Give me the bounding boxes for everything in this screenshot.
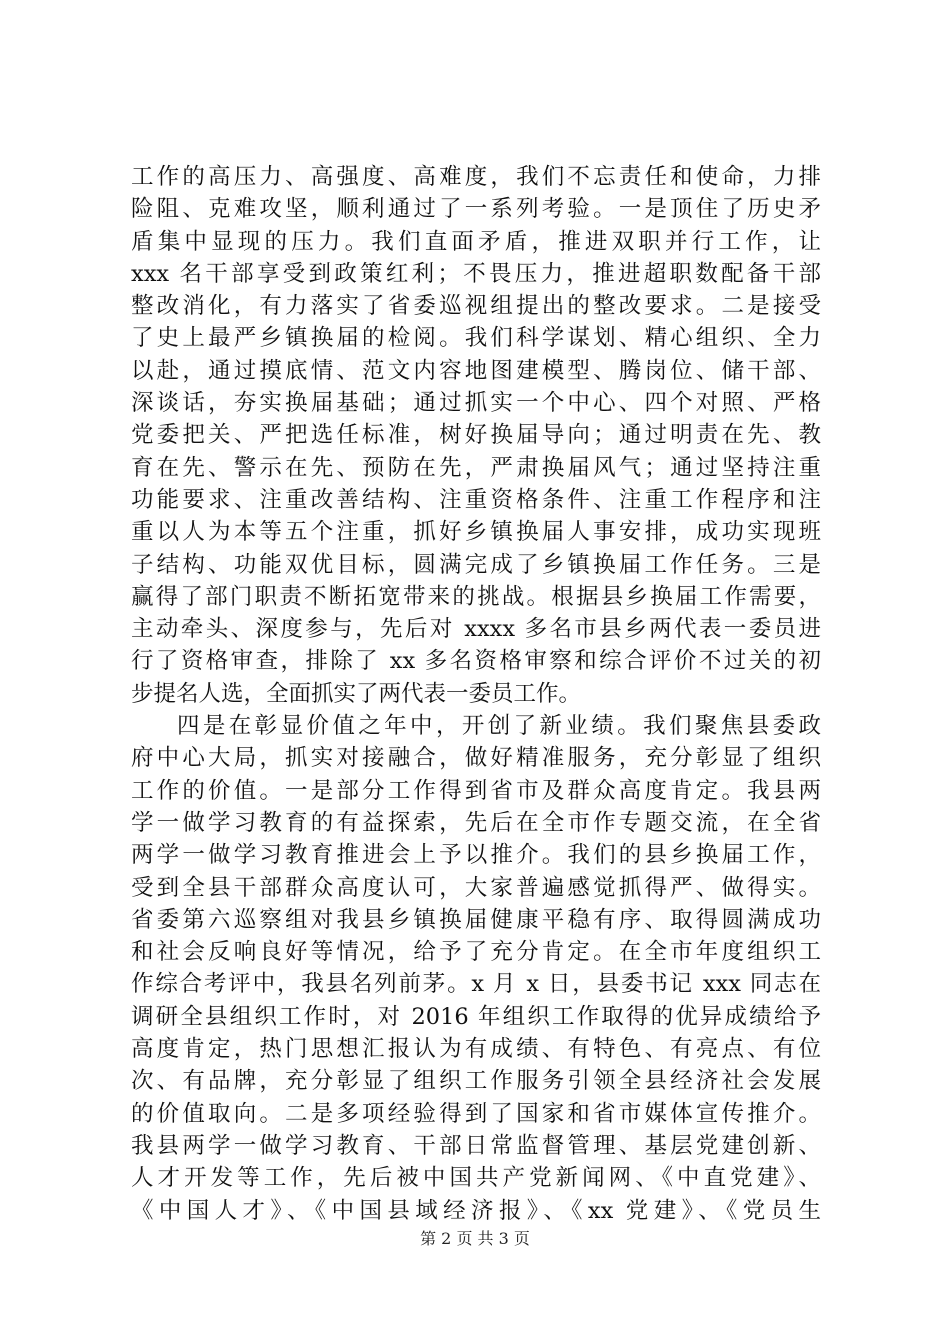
text-line: 险阻、克难攻坚，顺利通过了一系列考验。一是顶住了历史矛: [131, 196, 821, 223]
text-line: 我县两学一做学习教育、干部日常监督管理、基层党建创新、: [131, 1132, 821, 1159]
text-line: 《中国人才》、《中国县域经济报》、《xx 党建》、《党员生: [131, 1197, 821, 1224]
text-line: 重以人为本等五个注重，抓好乡镇换届人事安排，成功实现班: [131, 519, 821, 546]
text-line: 赢得了部门职责不断拓宽带来的挑战。根据县乡换届工作需要，: [131, 583, 821, 610]
document-body: [131, 161, 821, 1227]
text-line: 党委把关、严把选任标准，树好换届导向；通过明责在先、教: [131, 422, 821, 449]
text-line: xxx 名干部享受到政策红利；不畏压力，推进超职数配备干部: [131, 260, 821, 287]
text-line: 两学一做学习教育推进会上予以推介。我们的县乡换届工作，: [131, 842, 821, 869]
text-line: 的价值取向。二是多项经验得到了国家和省市媒体宣传推介。: [131, 1100, 821, 1127]
text-line: 调研全县组织工作时，对 2016 年组织工作取得的优异成绩给予: [131, 1003, 821, 1030]
text-line: 作综合考评中，我县名列前茅。x 月 x 日，县委书记 xxx 同志在: [131, 971, 821, 998]
text-line: 学一做学习教育的有益探索，先后在全市作专题交流，在全省: [131, 809, 821, 836]
paragraph-start-line: 四是在彰显价值之年中，开创了新业绩。我们聚焦县委政: [177, 713, 821, 740]
text-line: 功能要求、注重改善结构、注重资格条件、注重工作程序和注: [131, 486, 821, 513]
text-line: 以赴，通过摸底情、范文内容地图建模型、腾岗位、储干部、: [131, 357, 821, 384]
text-line: 育在先、警示在先、预防在先，严肃换届风气；通过坚持注重: [131, 454, 821, 481]
text-line: 人才开发等工作，先后被中国共产党新闻网、《中直党建》、: [131, 1165, 821, 1192]
text-line: 深谈话，夯实换届基础；通过抓实一个中心、四个对照、严格: [131, 390, 821, 417]
text-line: 行了资格审查，排除了 xx 多名资格审察和综合评价不过关的初: [131, 648, 821, 675]
text-line: 高度肯定，热门思想汇报认为有成绩、有特色、有亮点、有位: [131, 1036, 821, 1063]
text-line: 盾集中显现的压力。我们直面矛盾，推进双职并行工作，让: [131, 228, 821, 255]
page-number-footer: 第 2 页 共 3 页: [420, 1229, 530, 1248]
text-line: 次、有品牌，充分彰显了组织工作服务引领全县经济社会发展: [131, 1068, 821, 1095]
text-line: 子结构、功能双优目标，圆满完成了乡镇换届工作任务。三是: [131, 551, 821, 578]
text-line: 省委第六巡察组对我县乡镇换届健康平稳有序、取得圆满成功: [131, 906, 821, 933]
text-line: 主动牵头、深度参与，先后对 xxxx 多名市县乡两代表一委员进: [131, 616, 821, 643]
text-line: 工作的高压力、高强度、高难度，我们不忘责任和使命，力排: [131, 164, 821, 190]
text-line: 工作的价值。一是部分工作得到省市及群众高度肯定。我县两: [131, 777, 821, 804]
text-line: 了史上最严乡镇换届的检阅。我们科学谋划、精心组织、全力: [131, 325, 821, 352]
text-line: 府中心大局，抓实对接融合，做好精准服务，充分彰显了组织: [131, 745, 821, 772]
text-line: 整改消化，有力落实了省委巡视组提出的整改要求。二是接受: [131, 293, 821, 320]
text-line: 和社会反响良好等情况，给予了充分肯定。在全市年度组织工: [131, 939, 821, 966]
paragraph-end-line: 步提名人选，全面抓实了两代表一委员工作。: [131, 680, 582, 707]
text-line: 受到全县干部群众高度认可，大家普遍感觉抓得严、做得实。: [131, 874, 821, 901]
